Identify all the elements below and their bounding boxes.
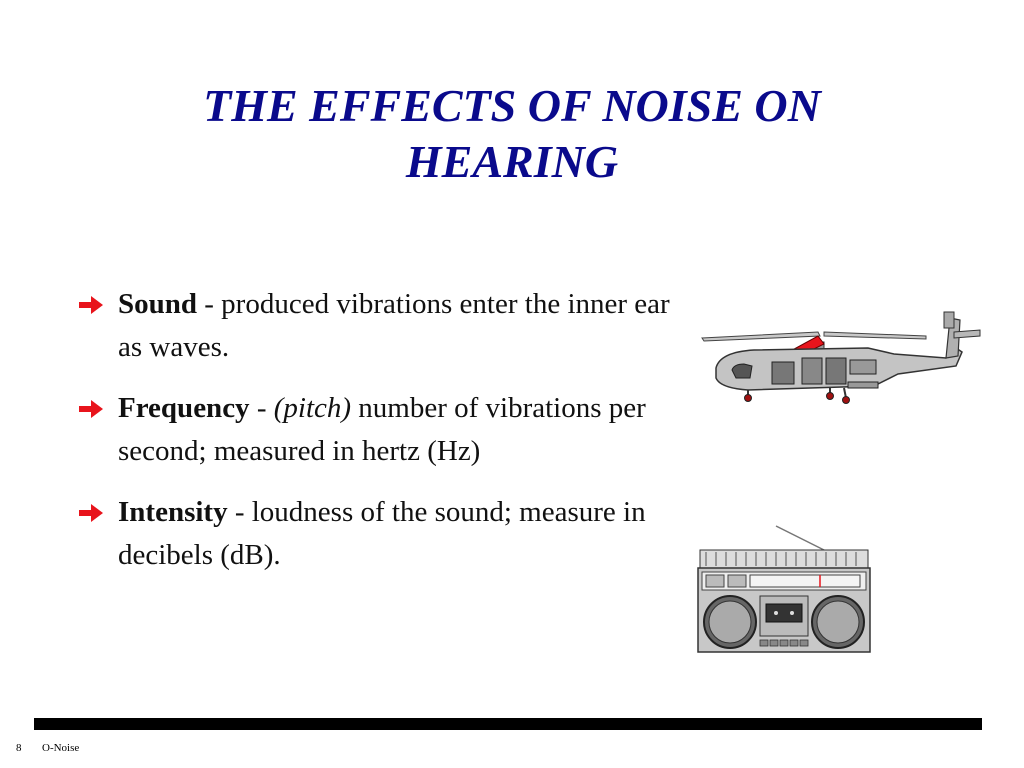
bullet-text: - produced vibrations enter the inner ear as waves.: [118, 288, 670, 363]
helicopter-illustration: [698, 308, 988, 408]
bullet-sound: [78, 283, 698, 369]
bullet-term: Sound: [118, 288, 198, 320]
boombox-illustration: [696, 524, 872, 654]
arrow-icon: [78, 295, 104, 315]
bullet-frequency: [78, 387, 698, 473]
arrow-icon: [78, 503, 104, 523]
bullet-text: number of vibrations per second; measured in hertz (Hz): [118, 392, 646, 467]
page-number: 8: [16, 742, 22, 754]
bullet-term: Frequency: [118, 392, 250, 424]
bullet-separator: -: [249, 392, 274, 424]
arrow-icon: [78, 399, 104, 419]
bullet-list: [78, 283, 698, 595]
bullet-term: Intensity: [118, 496, 228, 528]
footer-label: O-Noise: [42, 742, 80, 754]
footer-divider: [34, 718, 982, 730]
slide-title: [100, 78, 924, 190]
bullet-italic: (pitch): [273, 392, 352, 424]
bullet-text: - loudness of the sound; measure in decibels (dB).: [118, 496, 646, 571]
slide-title-line-2: HEARING: [405, 136, 619, 187]
bullet-intensity: [78, 491, 698, 577]
slide-title-line-1: THE EFFECTS OF NOISE ON: [203, 80, 821, 131]
